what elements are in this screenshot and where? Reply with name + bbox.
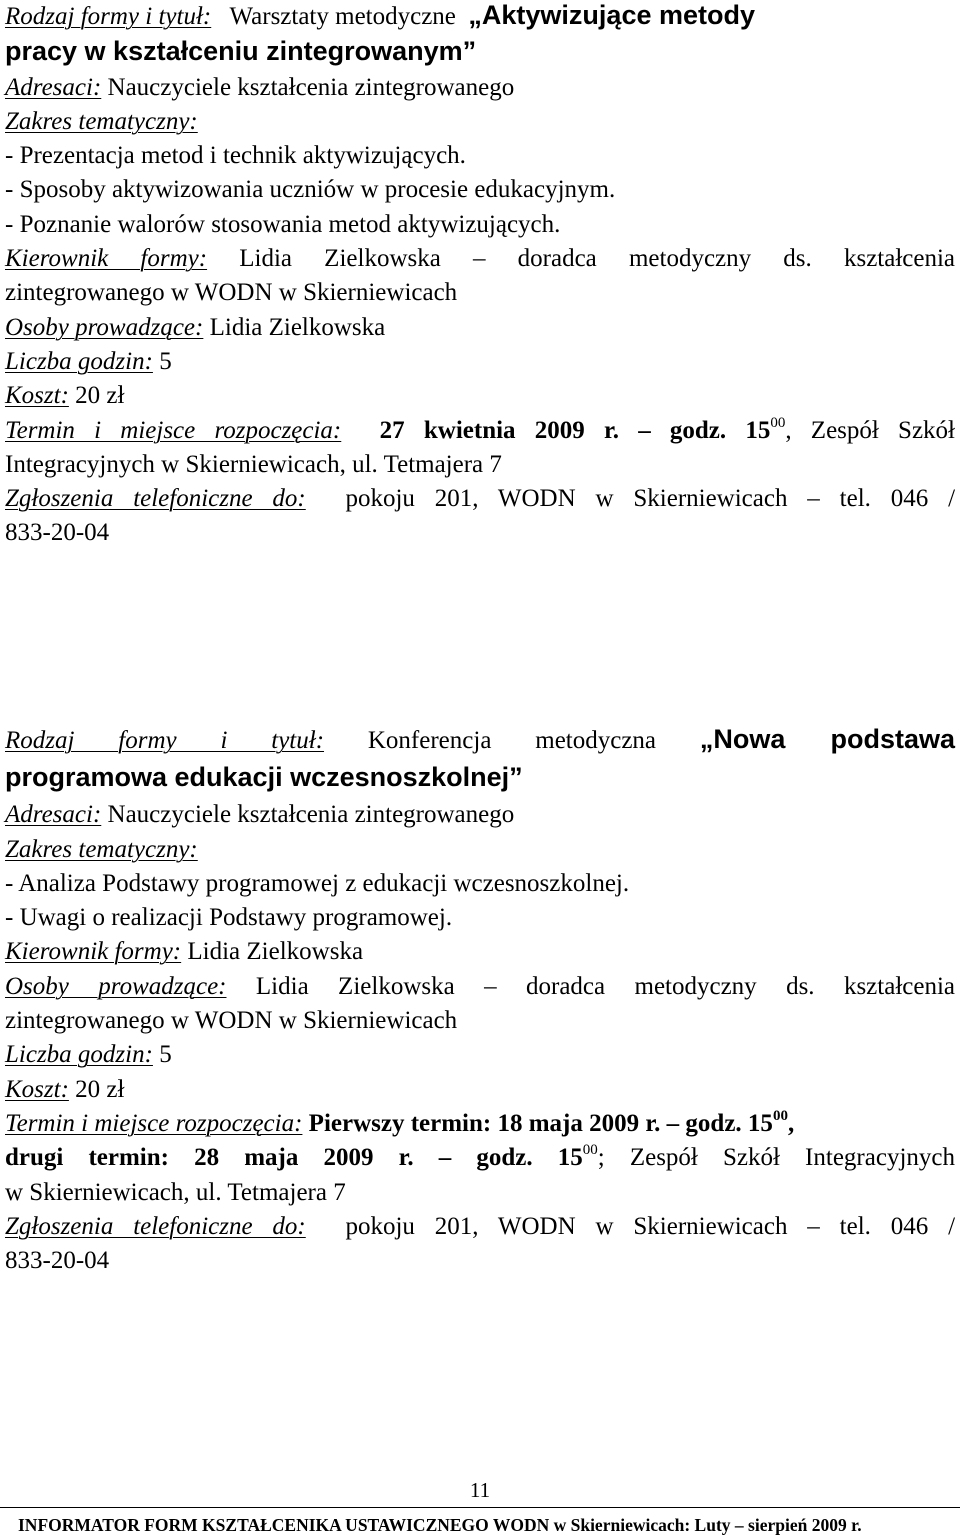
scope-item: - Analiza Podstawy programowej z edukacji wczesnoszkolnej. [5,869,630,897]
scope-item: - Prezentacja metod i technik aktywizujących. [5,142,466,170]
addressees-line [5,71,955,105]
trainers-line [5,311,955,345]
date-place: , Zespół Szkół [785,416,955,444]
date-line [5,414,955,448]
leader-label: Kierownik formy: [5,245,208,273]
cost-line [5,1073,955,1107]
type-value: Warsztaty metodyczne [229,3,456,30]
date-line: Termin i miejsce rozpoczęcia: Pierwszy termin: 18 maja 2009 r. – godz. $15^{00}$, [5,1107,795,1137]
scope-label: Zakres tematyczny: [5,835,198,863]
first-date-value: Pierwszy termin: 18 maja 2009 r. – godz. 15 [308,1109,773,1137]
trainers-line [5,970,955,1004]
phone-line [5,482,955,516]
scope-item: - Sposoby aktywizowania uczniów w procesie edukacyjnym. [5,176,616,204]
date-place-continued: w Skierniewicach, ul. Tetmajera 7 [5,1178,346,1206]
phone-value: pokoju 201, WODN w Skierniewicach – tel. 046 / [345,485,956,513]
addressees-label: Adresaci: [5,73,102,101]
leader-value: Lidia Zielkowska – doradca metodyczny ds. kształcenia [239,245,956,273]
running-footer: INFORMATOR FORM KSZTAŁCENIKA USTAWICZNEGO WODN w Skierniewicach: Luty – sierpień 2009 r. [18,1515,862,1535]
hours-value: 5 [159,1041,172,1069]
footer-divider [0,1507,960,1508]
time-minutes: 00 [772,1107,788,1124]
addressees-label: Adresaci: [5,801,102,829]
hours-line [5,1038,955,1072]
addressees-line [5,798,955,832]
page-number: 11 [469,1478,491,1502]
trainers-label: Osoby prowadzące: [5,972,227,1000]
scope-item: - Uwagi o realizacji Podstawy programowej. [5,904,453,932]
course-title-continued: pracy w kształceniu zintegrowanym” [5,36,477,67]
course-title: „Nowa podstawa [699,724,956,754]
trainers-label: Osoby prowadzące: [5,313,204,341]
leader-value-continued: zintegrowanego w WODN w Skierniewicach [5,279,458,307]
type-label: Rodzaj formy i tytuł: [5,3,212,30]
cost-value: 20 zł [75,382,125,410]
phone-label: Zgłoszenia telefoniczne do: [5,485,306,513]
hours-label: Liczba godzin: [5,347,153,375]
date-label: Termin i miejsce rozpoczęcia: [5,1109,303,1137]
cost-value: 20 zł [75,1075,125,1103]
hours-value: 5 [159,347,172,375]
trainers-value-continued: zintegrowanego w WODN w Skierniewicach [5,1007,458,1035]
hours-line [5,345,955,379]
addressees-value: Nauczyciele kształcenia zintegrowanego [107,801,515,829]
hours-label: Liczba godzin: [5,1041,153,1069]
leader-label: Kierownik formy: [5,938,182,966]
phone-line [5,1210,955,1244]
scope-label-line [5,833,955,867]
type-title-line [5,722,955,758]
scope-label: Zakres tematyczny: [5,107,198,135]
date-place-continued: Integracyjnych w Skierniewicach, ul. Tetmajera 7 [5,450,502,478]
time-minutes: 00 [770,414,786,431]
cost-line [5,379,955,413]
scope-label-line [5,105,955,139]
phone-value-continued: 833-20-04 [5,1247,110,1275]
course-title: „Aktywizujące metody [468,0,755,30]
date-value: 27 kwietnia 2009 r. – godz. 15 [379,416,771,444]
second-date-line [5,1141,955,1175]
date-label: Termin i miejsce rozpoczęcia: [5,416,342,444]
leader-value: Lidia Zielkowska [187,938,364,966]
type-label: Rodzaj formy i tytuł: [5,727,325,754]
leader-line [5,935,955,969]
leader-line [5,242,955,276]
cost-label: Koszt: [5,1075,69,1103]
scope-item: - Poznanie walorów stosowania metod aktywizujących. [5,210,561,238]
phone-value: pokoju 201, WODN w Skierniewicach – tel. 046 / [345,1212,956,1240]
addressees-value: Nauczyciele kształcenia zintegrowanego [107,73,515,101]
phone-value-continued: 833-20-04 [5,519,110,547]
second-date-value: drugi termin: 28 maja 2009 r. – godz. 15 [5,1144,583,1172]
cost-label: Koszt: [5,382,69,410]
phone-label: Zgłoszenia telefoniczne do: [5,1212,306,1240]
time-minutes: 00 [582,1142,598,1159]
type-title-line [5,0,955,34]
course-section-1 [5,0,955,551]
type-value: Konferencja metodyczna [367,727,657,754]
course-section-2 [5,722,955,1278]
trainers-value: Lidia Zielkowska – doradca metodyczny ds. kształcenia [255,972,956,1000]
course-title-continued: programowa edukacji wczesnoszkolnej” [5,762,523,793]
date-place: ; Zespół Szkół Integracyjnych [597,1144,955,1172]
trainers-value: Lidia Zielkowska [209,313,386,341]
